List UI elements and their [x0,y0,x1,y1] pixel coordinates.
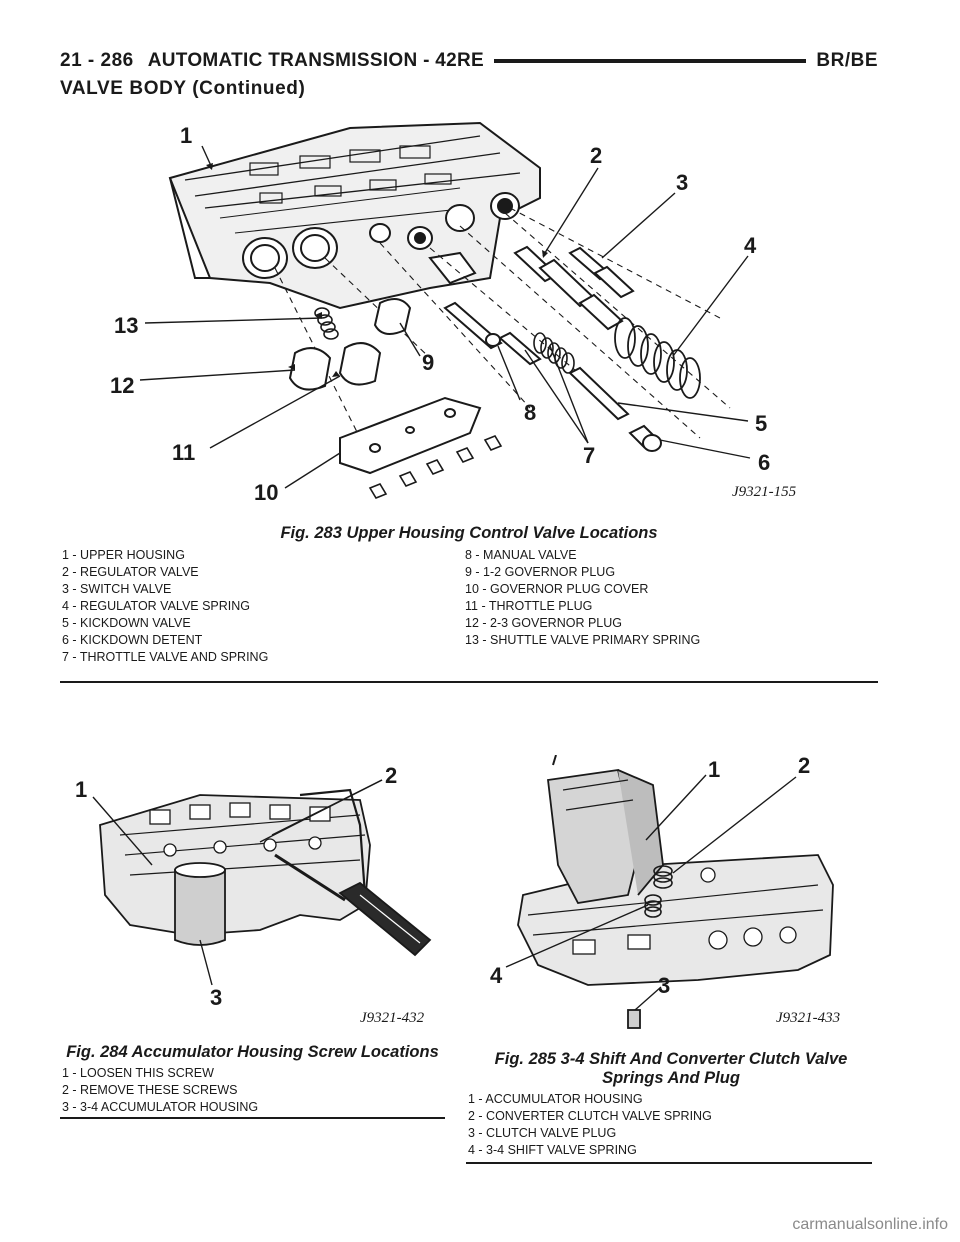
fig284-caption: Fig. 284 Accumulator Housing Screw Locations [66,1043,439,1061]
fig285-ref: J9321-433 [776,1010,841,1026]
fig283-callout-7: 7 [583,443,596,468]
fig284-callout-2: 2 [385,763,398,788]
watermark: carmanualsonline.info [792,1216,948,1233]
legend-item: 5 - KICKDOWN VALVE [62,616,191,630]
fig284-callout-3: 3 [210,985,223,1010]
section-title: VALVE BODY (Continued) [60,78,306,99]
fig283-rule [60,681,878,683]
fig285-callout-4: 4 [490,963,503,988]
legend-item: 4 - REGULATOR VALVE SPRING [62,599,251,613]
fig285-legend [468,1091,712,1159]
fig283-ref: J9321-155 [732,484,797,500]
fig284-illustration [60,755,450,1030]
legend-item: 3 - SWITCH VALVE [62,582,172,596]
fig283-illustration [100,108,860,518]
legend-item: 6 - KICKDOWN DETENT [62,633,203,647]
fig283-callout-10: 10 [254,480,279,505]
legend-item: 2 - REGULATOR VALVE [62,565,199,579]
fig284-legend [62,1065,258,1116]
legend-item: 4 - 3-4 SHIFT VALVE SPRING [468,1143,637,1157]
legend-item: 3 - CLUTCH VALVE PLUG [468,1126,617,1140]
fig283-callout-5: 5 [755,411,768,436]
fig283-callout-12: 12 [110,373,135,398]
legend-item: 8 - MANUAL VALVE [465,548,577,562]
fig285-caption-line2: Springs And Plug [602,1069,740,1087]
fig283-callout-9: 9 [422,350,435,375]
legend-item: 11 - THROTTLE PLUG [465,599,593,613]
legend-item: 10 - GOVERNOR PLUG COVER [465,582,649,596]
fig283-callout-1: 1 [180,123,193,148]
legend-item: 2 - CONVERTER CLUTCH VALVE SPRING [468,1109,712,1123]
fig283-callout-6: 6 [758,450,771,475]
fig284-callout-1: 1 [75,777,88,802]
legend-item: 7 - THROTTLE VALVE AND SPRING [62,650,269,664]
fig285-callout-1: 1 [708,757,721,782]
fig285-rule [466,1162,872,1164]
legend-item: 3 - 3-4 ACCUMULATOR HOUSING [62,1100,259,1114]
fig283-callout-11: 11 [172,440,196,465]
legend-item: 2 - REMOVE THESE SCREWS [62,1083,238,1097]
legend-item: 1 - LOOSEN THIS SCREW [62,1066,214,1080]
fig284-rule [60,1117,445,1119]
fig285-caption-line1: Fig. 285 3-4 Shift And Converter Clutch Valve [494,1050,848,1068]
fig283-callout-8: 8 [524,400,537,425]
legend-item: 12 - 2-3 GOVERNOR PLUG [465,616,622,630]
legend-item: 1 - UPPER HOUSING [62,548,185,562]
manual-title: AUTOMATIC TRANSMISSION - 42RE [147,50,485,71]
legend-item: 13 - SHUTTLE VALVE PRIMARY SPRING [465,633,701,647]
fig283-callout-2: 2 [590,143,603,168]
fig285-caption [466,1050,876,1088]
fig283-legend-left [62,547,268,666]
fig285-callout-3: 3 [658,973,671,998]
legend-item: 9 - 1-2 GOVERNOR PLUG [465,565,616,579]
fig283-legend-right [465,547,700,649]
page-header [60,48,878,74]
fig283-callout-3: 3 [676,170,689,195]
fig285-callout-2: 2 [798,755,811,778]
fig283-callout-4: 4 [744,233,757,258]
model-code: BR/BE [816,50,878,71]
fig283-callout-13: 13 [114,313,139,338]
page-number: 21 - 286 [60,50,134,71]
fig284-ref: J9321-432 [360,1010,425,1026]
legend-item: 1 - ACCUMULATOR HOUSING [468,1092,643,1106]
fig283-caption: Fig. 283 Upper Housing Control Valve Locations [280,524,658,542]
fig285-illustration [478,755,878,1035]
header-rule [494,59,806,63]
